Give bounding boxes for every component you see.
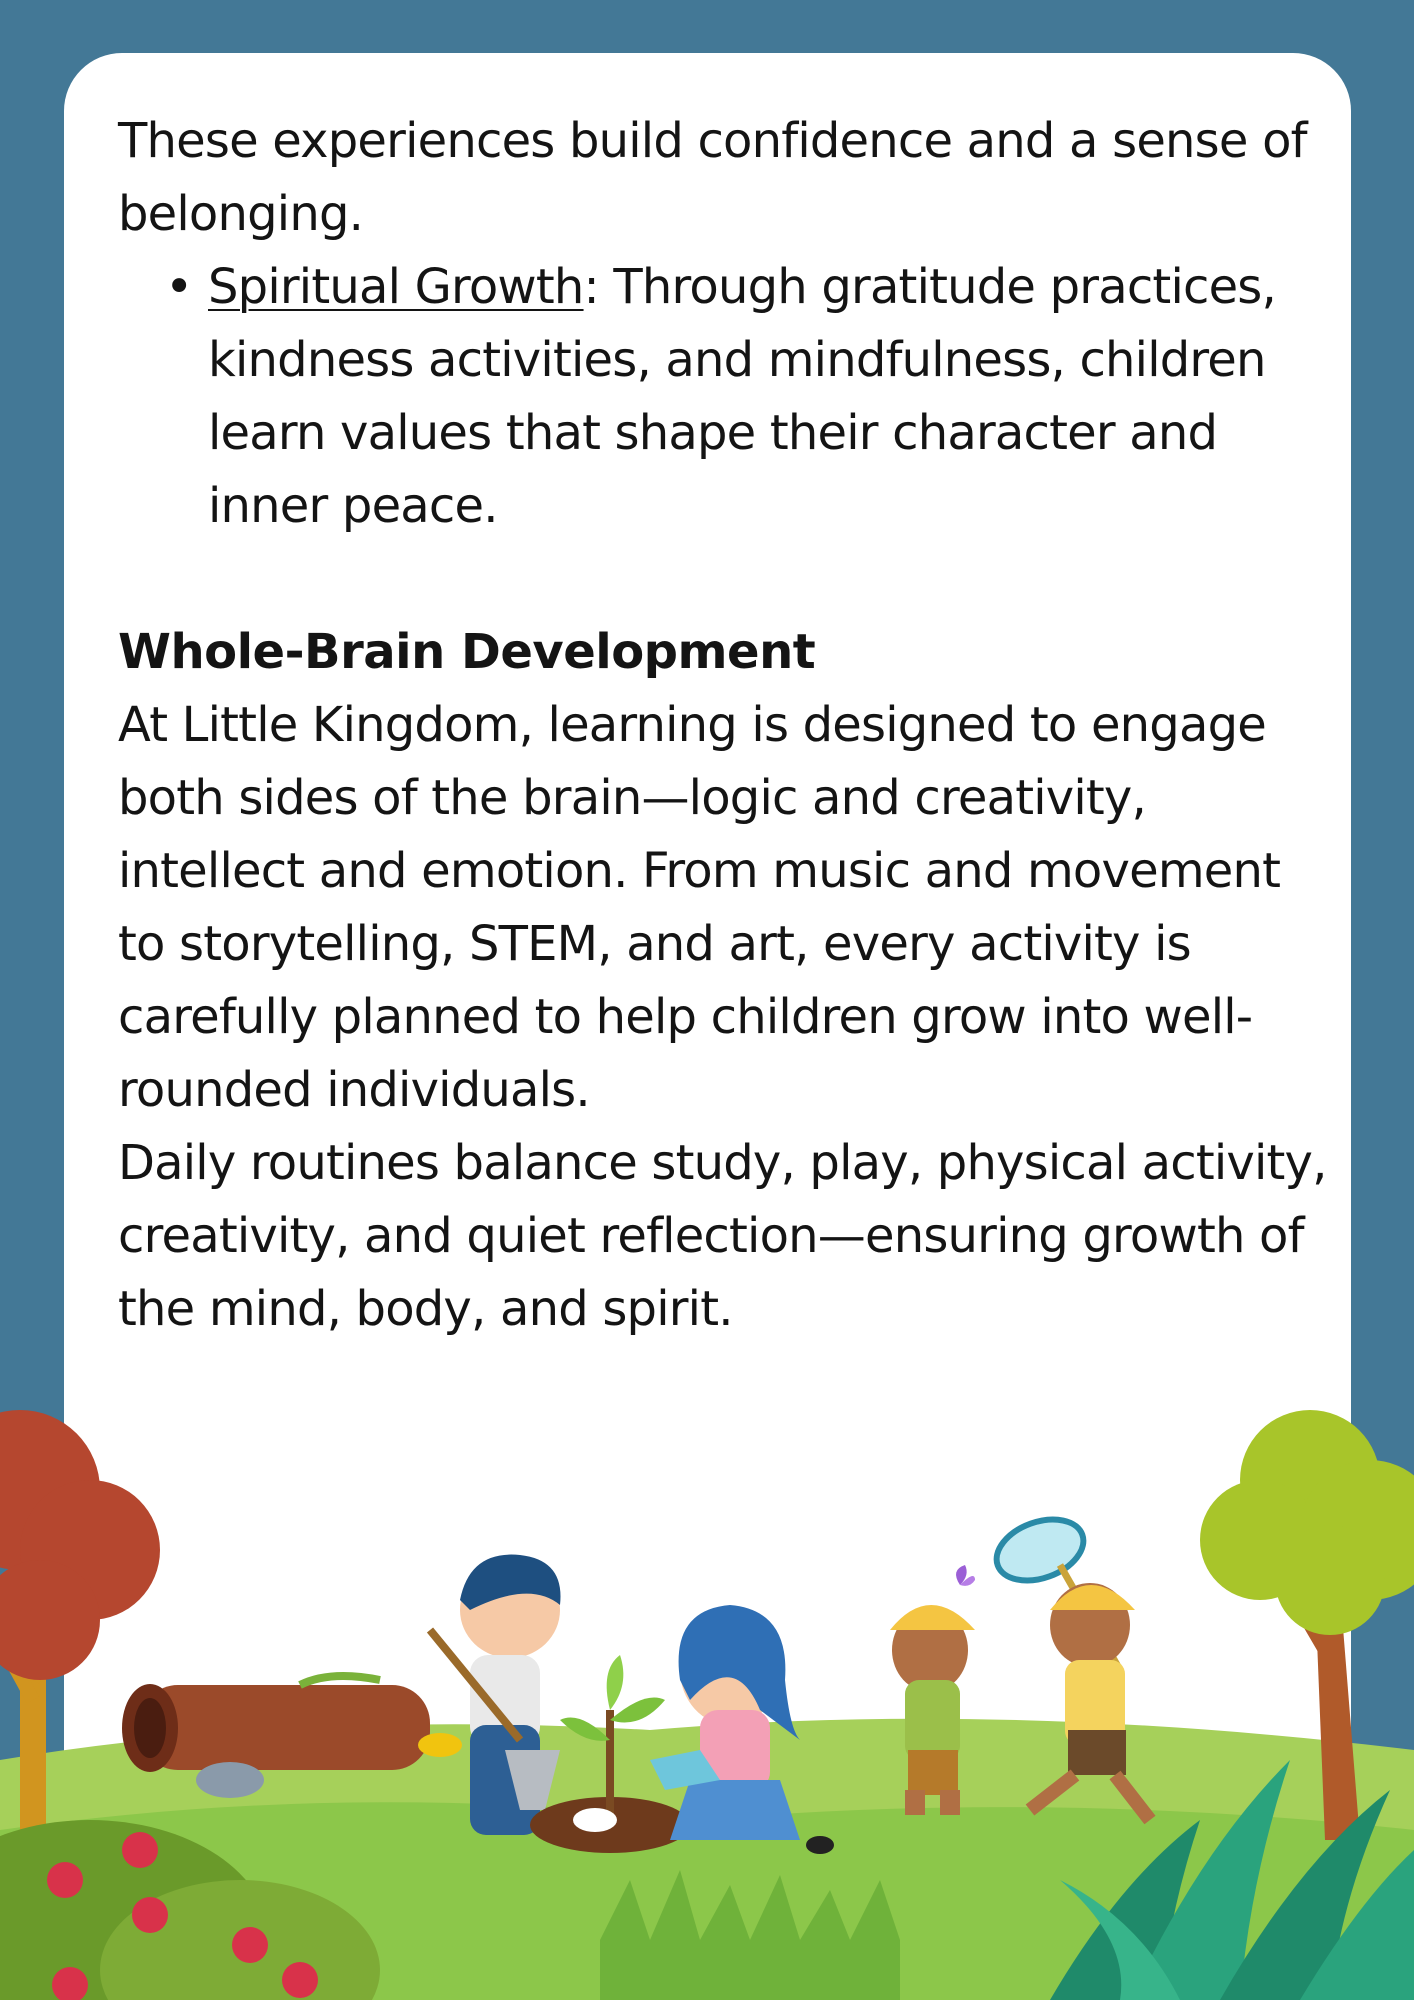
bullet-item-spiritual-growth [208,251,1338,543]
bullet-list [118,251,1338,543]
paragraph-whole-brain: At Little Kingdom, learning is designed to engage both sides of the brain—logic and creativity, intellect and emotion. From music and movement to storytelling, STEM, and art, every activity is carefully planned to help children grow into well-rounded individuals. [118,697,1281,1118]
section-heading: Whole-Brain Development [118,624,816,680]
intro-paragraph: These experiences build confidence and a sense of belonging. [118,113,1307,242]
bullet-separator: : [583,259,599,315]
paragraph-daily-routines: Daily routines balance study, play, physical activity, creativity, and quiet reflection—ensuring growth of the mind, body, and spirit. [118,1135,1327,1337]
document-body [118,105,1338,1346]
butterfly-icon [956,1565,975,1586]
garden-illustration [0,1380,1414,2000]
bullet-term: Spiritual Growth [208,259,584,315]
bullet-text: Through gratitude practices, kindness activities, and mindfulness, children learn values that shape their character and inner peace. [208,259,1276,534]
